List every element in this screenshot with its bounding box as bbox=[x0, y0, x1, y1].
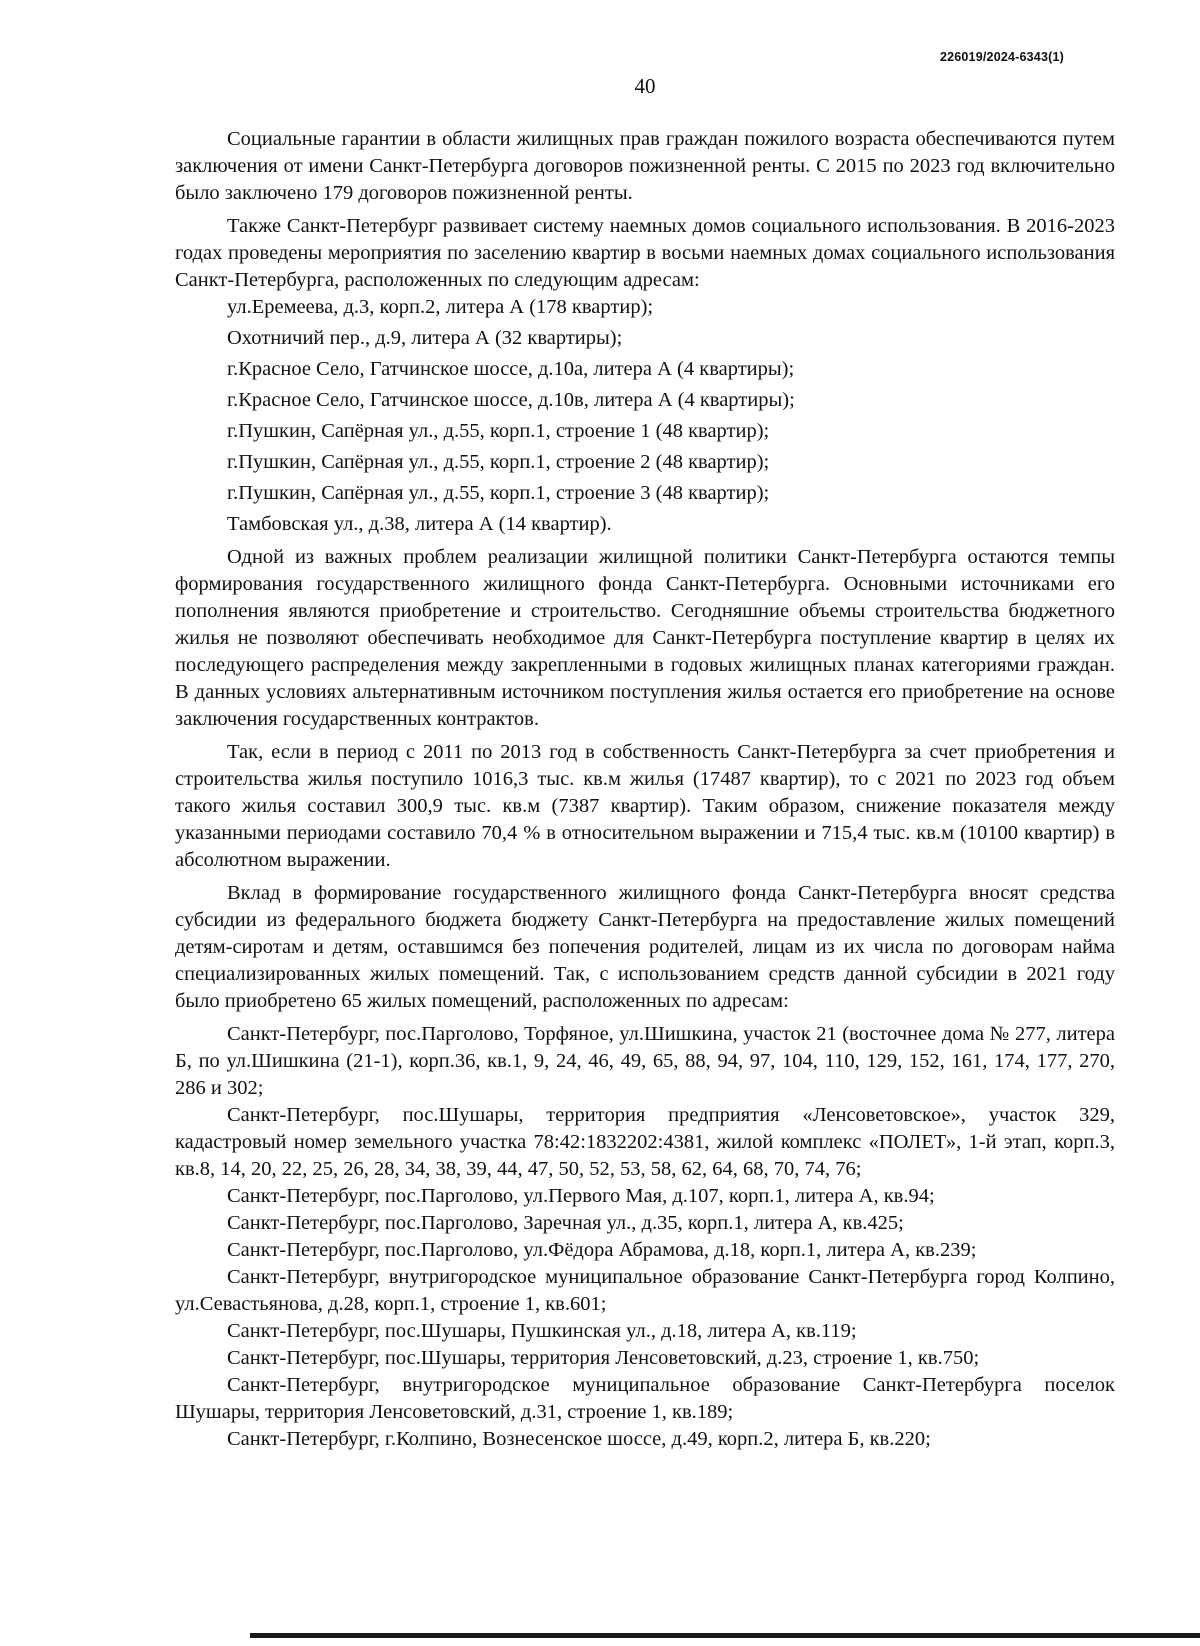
paragraph-life-annuity: Социальные гарантии в области жилищных прав граждан пожилого возраста обеспечиваются путем заключения от имени Санкт-Петербурга договоров пожизненной ренты. С 2015 по 2023 год включительно было заключено 179 договоров пожизненной ренты. bbox=[175, 128, 1115, 204]
list-item: г.Пушкин, Сапёрная ул., д.55, корп.1, строение 2 (48 квартир); bbox=[227, 451, 770, 473]
address-paragraph: Санкт-Петербург, пос.Парголово, Торфяное, ул.Шишкина, участок 21 (восточнее дома № 277, литера Б, по ул.Шишкина (21-1), корп.36, кв.1, 9, 24, 46, 49, 65, 88, 94, 97, 104, 110, 129, 152, 161, 174, 177, 270, 286 и 302; bbox=[175, 1023, 1115, 1099]
address-paragraph: Санкт-Петербург, пос.Парголово, ул.Фёдора Абрамова, д.18, корп.1, литера А, кв.239; bbox=[227, 1239, 977, 1261]
address-paragraph: Санкт-Петербург, внутригородское муниципальное образование Санкт-Петербурга город Колпино, ул.Севастьянова, д.28, корп.1, строение 1, кв.601; bbox=[175, 1266, 1115, 1315]
document-body bbox=[175, 126, 1115, 1453]
scan-edge-rule bbox=[250, 1633, 1200, 1638]
address-paragraph: Санкт-Петербург, пос.Парголово, Заречная ул., д.35, корп.1, литера А, кв.425; bbox=[227, 1212, 904, 1234]
address-paragraph: Санкт-Петербург, пос.Шушары, территория Ленсоветовский, д.23, строение 1, кв.750; bbox=[227, 1347, 980, 1369]
list-item: г.Красное Село, Гатчинское шоссе, д.10а, литера А (4 квартиры); bbox=[227, 358, 795, 380]
page-number: 40 bbox=[634, 74, 656, 98]
paragraph-orphan-subsidy: Вклад в формирование государственного жилищного фонда Санкт-Петербурга вносят средства субсидии из федерального бюджета бюджету Санкт-Петербурга на предоставление жилых помещений детям-сиротам и детям, оставшимся без попечения родителей, лицам из их числа по договорам найма специализированных жилых помещений. Так, с использованием средств данной субсидии в 2021 году было приобретено 65 жилых помещений, расположенных по адресам: bbox=[175, 882, 1115, 1012]
list-item: ул.Еремеева, д.3, корп.2, литера А (178 квартир); bbox=[227, 296, 654, 318]
address-paragraph: Санкт-Петербург, пос.Шушары, территория предприятия «Ленсоветовское», участок 329, кадастровый номер земельного участка 78:42:1832202:4381, жилой комплекс «ПОЛЕТ», 1-й этап, корп.3, кв.8, 14, 20, 22, 25, 26, 28, 34, 38, 39, 44, 47, 50, 52, 53, 58, 62, 64, 68, 70, 74, 76; bbox=[175, 1104, 1115, 1180]
paragraph-housing-fund-problem: Одной из важных проблем реализации жилищной политики Санкт-Петербурга остаются темпы формирования государственного жилищного фонда Санкт-Петербурга. Основными источниками его пополнения являются приобретение и строительство. Сегодняшние объемы строительства бюджетного жилья не позволяют обеспечивать необходимое для Санкт-Петербурга поступление квартир в целях их последующего распределения между закрепленными в годовых жилищных планах категориями граждан. В данных условиях альтернативным источником поступления жилья остается его приобретение на основе заключения государственных контрактов. bbox=[175, 546, 1115, 730]
address-paragraph: Санкт-Петербург, внутригородское муниципальное образование Санкт-Петербурга поселок Шушары, территория Ленсоветовский, д.31, строение 1, кв.189; bbox=[175, 1374, 1115, 1423]
paragraph-rental-houses: Также Санкт-Петербург развивает систему наемных домов социального использования. В 2016-2023 годах проведены мероприятия по заселению квартир в восьми наемных домах социального использования Санкт-Петербурга, расположенных по следующим адресам: bbox=[175, 215, 1115, 291]
list-item: г.Пушкин, Сапёрная ул., д.55, корп.1, строение 1 (48 квартир); bbox=[227, 420, 770, 442]
address-paragraph: Санкт-Петербург, пос.Парголово, ул.Первого Мая, д.107, корп.1, литера А, кв.94; bbox=[227, 1185, 935, 1207]
rental-houses-list bbox=[175, 294, 1115, 538]
document-registration-number: 226019/2024-6343(1) bbox=[939, 50, 1064, 64]
list-item: Охотничий пер., д.9, литера А (32 квартиры); bbox=[227, 327, 623, 349]
address-paragraph: Санкт-Петербург, пос.Шушары, Пушкинская ул., д.18, литера А, кв.119; bbox=[227, 1320, 857, 1342]
list-item: г.Пушкин, Сапёрная ул., д.55, корп.1, строение 3 (48 квартир); bbox=[227, 482, 770, 504]
paragraph-housing-statistics: Так, если в период с 2011 по 2013 год в собственность Санкт-Петербурга за счет приобретения и строительства жилья поступило 1016,3 тыс. кв.м жилья (17487 квартир), то с 2021 по 2023 год объем такого жилья составил 300,9 тыс. кв.м (7387 квартир). Таким образом, снижение показателя между указанными периодами составило 70,4 % в относительном выражении и 715,4 тыс. кв.м (10100 квартир) в абсолютном выражении. bbox=[175, 741, 1115, 871]
list-item: г.Красное Село, Гатчинское шоссе, д.10в, литера А (4 квартиры); bbox=[227, 389, 795, 411]
list-item: Тамбовская ул., д.38, литера А (14 квартир). bbox=[227, 513, 612, 535]
address-paragraph: Санкт-Петербург, г.Колпино, Вознесенское шоссе, д.49, корп.2, литера Б, кв.220; bbox=[227, 1428, 931, 1450]
